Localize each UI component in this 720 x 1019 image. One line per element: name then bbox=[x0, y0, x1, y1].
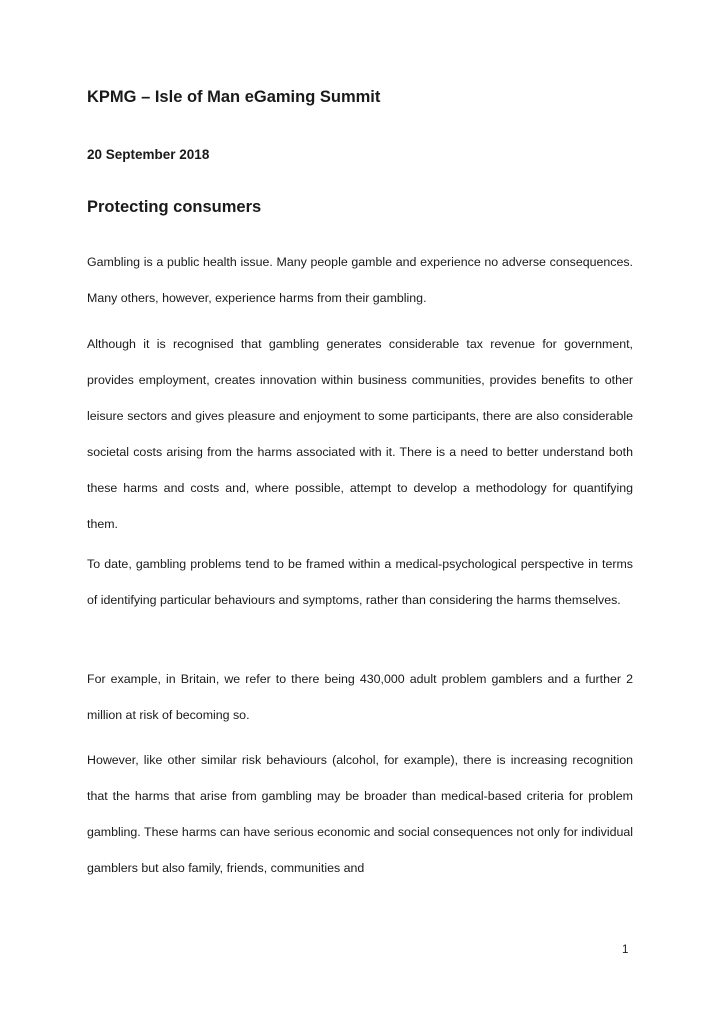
paragraph-2: Although it is recognised that gambling generates considerable tax revenue for government, provides employment, creates innovation within business communities, provides benefits to other leisure sectors and gives pleasure and enjoyment to some participants, there are also considerable societal costs arising from the harms associated with it. There is a need to better understand both these harms and costs and, where possible, attempt to develop a methodology for quantifying them. bbox=[87, 337, 633, 531]
paragraph-1: Gambling is a public health issue. Many people gamble and experience no adverse consequences. Many others, however, experience harms from their gambling. bbox=[87, 255, 633, 305]
document-title: KPMG – Isle of Man eGaming Summit bbox=[87, 88, 381, 106]
document-date: 20 September 2018 bbox=[87, 147, 210, 162]
page-number: 1 bbox=[622, 944, 629, 956]
paragraph-4: For example, in Britain, we refer to there being 430,000 adult problem gamblers and a further 2 million at risk of becoming so. bbox=[87, 672, 633, 722]
section-heading: Protecting consumers bbox=[87, 198, 262, 216]
paragraph-5: However, like other similar risk behaviours (alcohol, for example), there is increasing recognition that the harms that arise from gambling may be broader than medical-based criteria for problem gambling. These harms can have serious economic and social consequences not only for individual gamblers but also family, friends, communities and bbox=[87, 753, 633, 875]
paragraph-3: To date, gambling problems tend to be framed within a medical-psychological perspective in terms of identifying particular behaviours and symptoms, rather than considering the harms themselves. bbox=[87, 557, 633, 607]
